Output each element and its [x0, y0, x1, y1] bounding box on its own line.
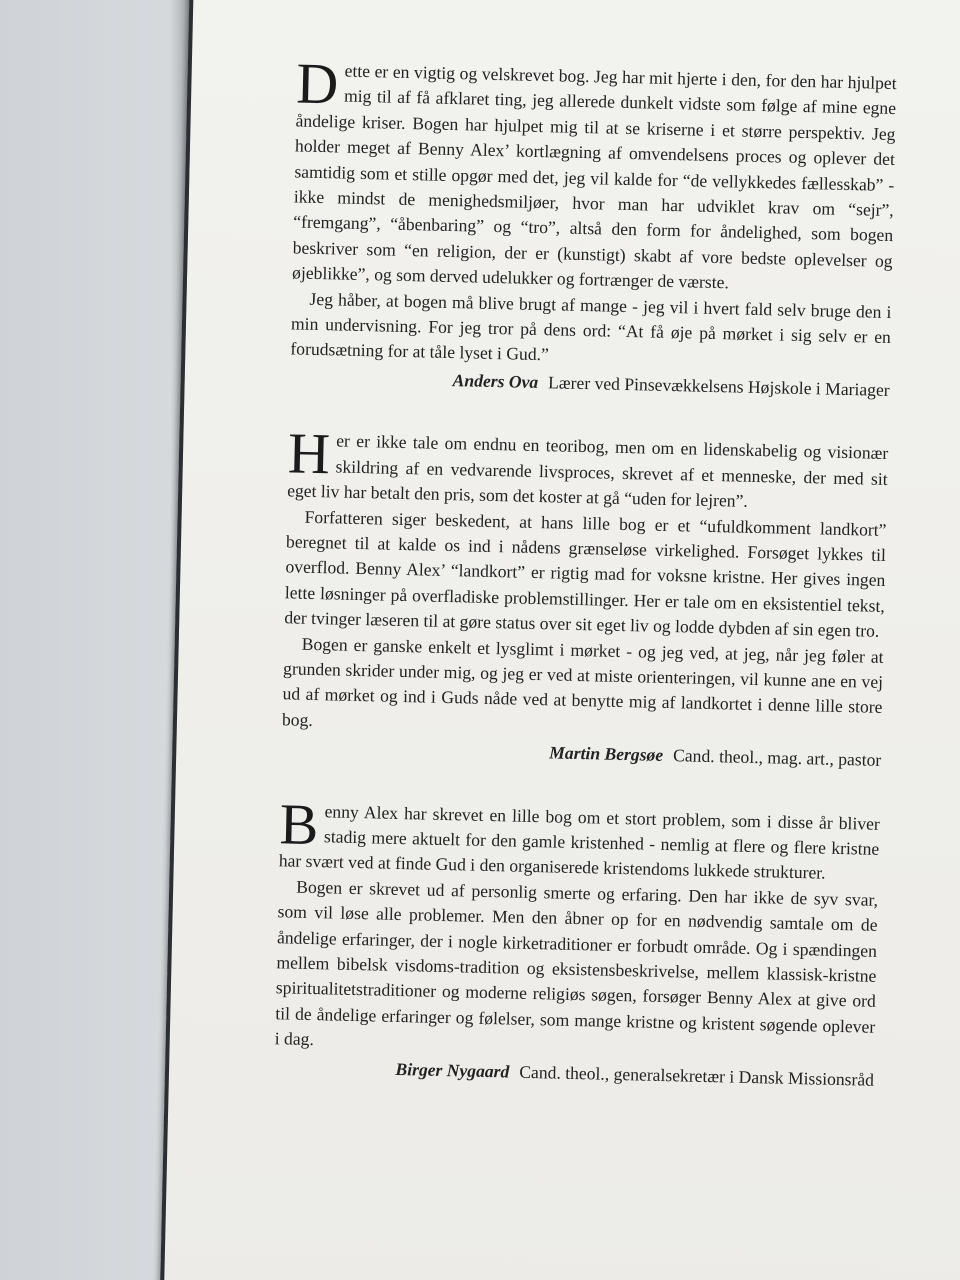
author-name: Anders Ova	[452, 369, 539, 392]
book-page	[160, 0, 960, 1280]
drop-cap: H	[287, 420, 331, 487]
author-title: Cand. theol., mag. art., pastor	[672, 745, 882, 771]
review-paragraph: Bogen er ganske enkelt et lysglimt i mørket - og jeg ved, at jeg, når jeg føler at grunden skrider under mig, og jeg er ved at miste orienteringen, vil kunne ane en vej ud af mørket og ind i Guds nåde ved at benytte mig af landkortet i denne lille store bog.	[281, 633, 884, 730]
review-anders-ova	[290, 50, 897, 403]
review-paragraph: Jeg håber, at bogen må blive brugt af mange - jeg vil i hvert fald selv bruge den i min undervisning. For jeg tror på dens ord: “At få øje på mørket i sig selv er en forudsætning for at tåle lyset i Gud.”	[290, 288, 892, 365]
author-name: Martin Bergsøe	[549, 742, 664, 766]
author-title: Cand. theol., generalsekretær i Dansk Missionsråd	[519, 1061, 875, 1090]
review-paragraph: Forfatteren siger beskedent, at hans lille bog er et “ufuldkomment landkort” beregnet til at kalde os ind i nådens grænseløse virkelighed. Forsøget lykkes til overflod. Benny Alex’ “landkort” er rigtig mad for voksne kristne. Her gives ingen lette løsninger på overfladiske problemstillinger. Her er tale om en eksistentiel tekst, der tvinger læseren til at gøre status over sit eget liv og lodde dybden af sin egen tro.	[284, 506, 887, 641]
author-name: Birger Nygaard	[395, 1058, 510, 1082]
review-paragraph: Bogen er skrevet ud af personlig smerte og erfaring. Den har ikke de syv svar, som vil løse alle problemer. Men den åbner op for en nødvendig samtale om de åndelige erfaringer, der i nogle kirketraditioner er forbudt område. Og i spændingen mellem bibelsk visdoms-tradition og eksistensbeskrivelse, mellem klassisk-kristne spiritualitetstraditioner og moderne religiøs søgen, forsøger Benny Alex at give ord til de åndelige erfaringer og følelser, som mange kristne og kristent søgende oplever i dag.	[274, 876, 879, 1050]
review-martin-bergsoe	[281, 420, 889, 774]
page-text	[273, 50, 897, 1130]
drop-cap: D	[295, 50, 340, 117]
author-title: Lærer ved Pinsevækkelsens Højskole i Mariager	[547, 372, 890, 400]
drop-cap: B	[278, 790, 320, 857]
review-paragraph: Her er ikke tale om endnu en teoribog, men om en lidenskabelig og visionær skildring af en vedvarende livsproces, skrevet af et menneske, der med sit eget liv har betalt den pris, som det koster at gå “uden for lejren”.	[286, 420, 889, 511]
review-paragraph: Benny Alex har skrevet en lille bog om et stort problem, som i disse år bliver stadig mere aktuelt for den gamle kristenhed - nemlig at flere og flere kristne har svært ved at finde Gud i den organiserede kristendoms lukkede strukturer.	[278, 790, 881, 884]
review-birger-nygaard	[274, 790, 881, 1093]
review-paragraph: Dette er en vigtig og velskrevet bog. Jeg har mit hjerte i den, for den har hjulpet mig til af få afklaret ting, jeg allerede dunkelt vidste som følge af mine egne åndelige kriser. Bogen har hjulpet mig til at se kriserne i et større perspektiv. Jeg holder meget af Benny Alex’ kortlægning af omvendelsens proces og oplever det samtidig som et stille opgør med det, jeg vil kalde for “de vellykkedes fællesskab” - ikke mindst de menighedsmiljøer, hvor man har udviklet krav om “sejr”, “fremgang”, “åbenbaring” og “tro”, altså den form for åndelighed, som bogen beskriver som “en religion, der er (kunstigt) skabt af vore bedste oplevelser og øjeblikke”, og som derved udelukker og fortrænger de værste.	[291, 50, 897, 293]
